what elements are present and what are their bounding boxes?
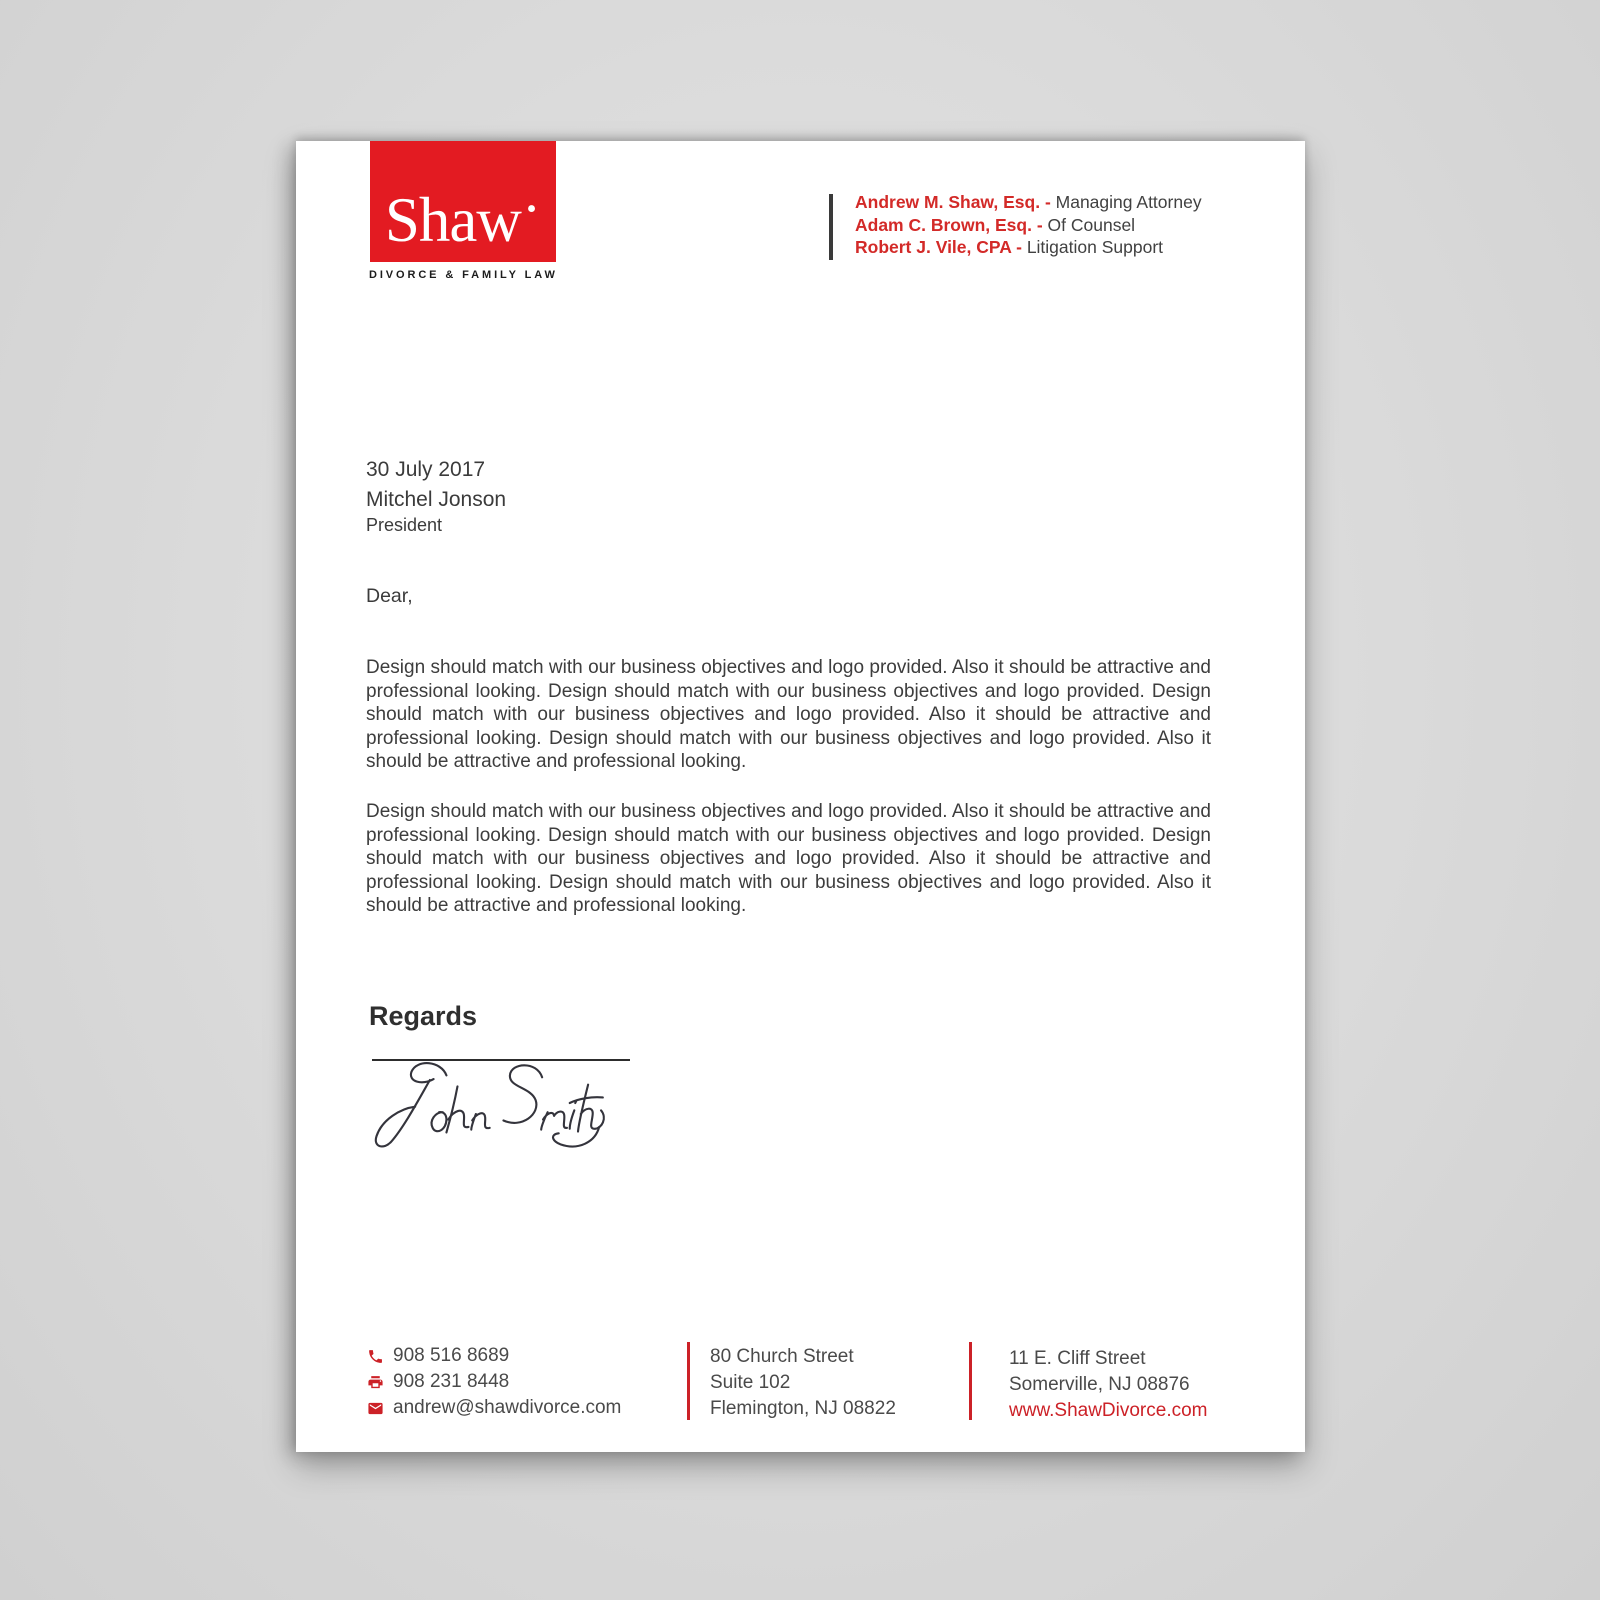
body-paragraph-1: Design should match with our business objectives and logo provided. Also it should be attractive and professional looking. Design should match with our business objectives and logo provided. Design should match with our business objectives and logo provided. Also it should be attractive and professional looking. Design should match with our business objectives and logo provided. Also it should be attractive and professional looking.	[366, 657, 1211, 773]
attorney-entry	[855, 236, 1202, 259]
email-icon	[367, 1400, 384, 1417]
body-paragraph-2: Design should match with our business objectives and logo provided. Also it should be attractive and professional looking. Design should match with our business objectives and logo provided. Design should match with our business objectives and logo provided. Also it should be attractive and professional looking. Design should match with our business objectives and logo provided. Also it should be attractive and professional looking.	[366, 801, 1211, 917]
email-address: andrew@shawdivorce.com	[393, 1397, 622, 1418]
attorney-name: Adam C. Brown, Esq.	[855, 214, 1032, 235]
footer-phone-row	[367, 1343, 621, 1369]
footer-address-flemington	[710, 1344, 896, 1422]
attorney-title: Litigation Support	[1026, 237, 1164, 257]
footer-divider-2	[969, 1342, 972, 1420]
letterhead-page	[296, 141, 1305, 1452]
recipient-name: Mitchel Jonson	[366, 488, 507, 511]
recipient-title: President	[366, 515, 443, 535]
closing-regards: Regards	[369, 1001, 478, 1031]
footer-divider-1	[687, 1342, 690, 1420]
logo-box	[370, 141, 556, 262]
attorney-entry	[855, 191, 1202, 214]
attorney-name: Andrew M. Shaw, Esq.	[855, 192, 1041, 212]
footer-fax-row	[367, 1369, 621, 1395]
footer-address-somerville	[1009, 1346, 1208, 1424]
attorney-name: Robert J. Vile, CPA	[855, 237, 1012, 257]
address-line: Flemington, NJ 08822	[710, 1398, 896, 1419]
address-line: Somerville, NJ 08876	[1009, 1374, 1190, 1395]
attorney-divider-bar	[829, 194, 833, 260]
footer-email-row	[367, 1395, 621, 1421]
address-line: 11 E. Cliff Street	[1009, 1348, 1146, 1369]
letter-date: 30 July 2017	[366, 458, 486, 481]
footer-contacts	[367, 1343, 621, 1421]
fax-number: 908 231 8448	[393, 1371, 510, 1392]
attorney-entry	[855, 214, 1202, 237]
attorney-title: Managing Attorney	[1055, 192, 1202, 212]
phone-number: 908 516 8689	[393, 1345, 510, 1366]
address-line: Suite 102	[710, 1372, 791, 1393]
signature-handwriting-icon	[358, 1057, 614, 1149]
signature	[358, 1057, 614, 1149]
logo-dot-icon: ·	[521, 176, 542, 241]
fax-icon	[367, 1374, 384, 1391]
logo-wordmark: Shaw	[384, 185, 521, 255]
address-line: 80 Church Street	[710, 1346, 854, 1367]
attorney-title: Of Counsel	[1047, 214, 1136, 235]
logo-tagline: DIVORCE & FAMILY LAW	[369, 269, 558, 281]
attorney-lines	[855, 191, 1202, 260]
salutation: Dear,	[366, 585, 413, 607]
attorney-separator: -	[1040, 192, 1056, 212]
website-link: www.ShawDivorce.com	[1009, 1400, 1208, 1421]
attorney-list	[829, 191, 1202, 260]
phone-icon	[367, 1348, 384, 1365]
attorney-separator: -	[1011, 237, 1027, 257]
attorney-separator: -	[1031, 214, 1048, 235]
